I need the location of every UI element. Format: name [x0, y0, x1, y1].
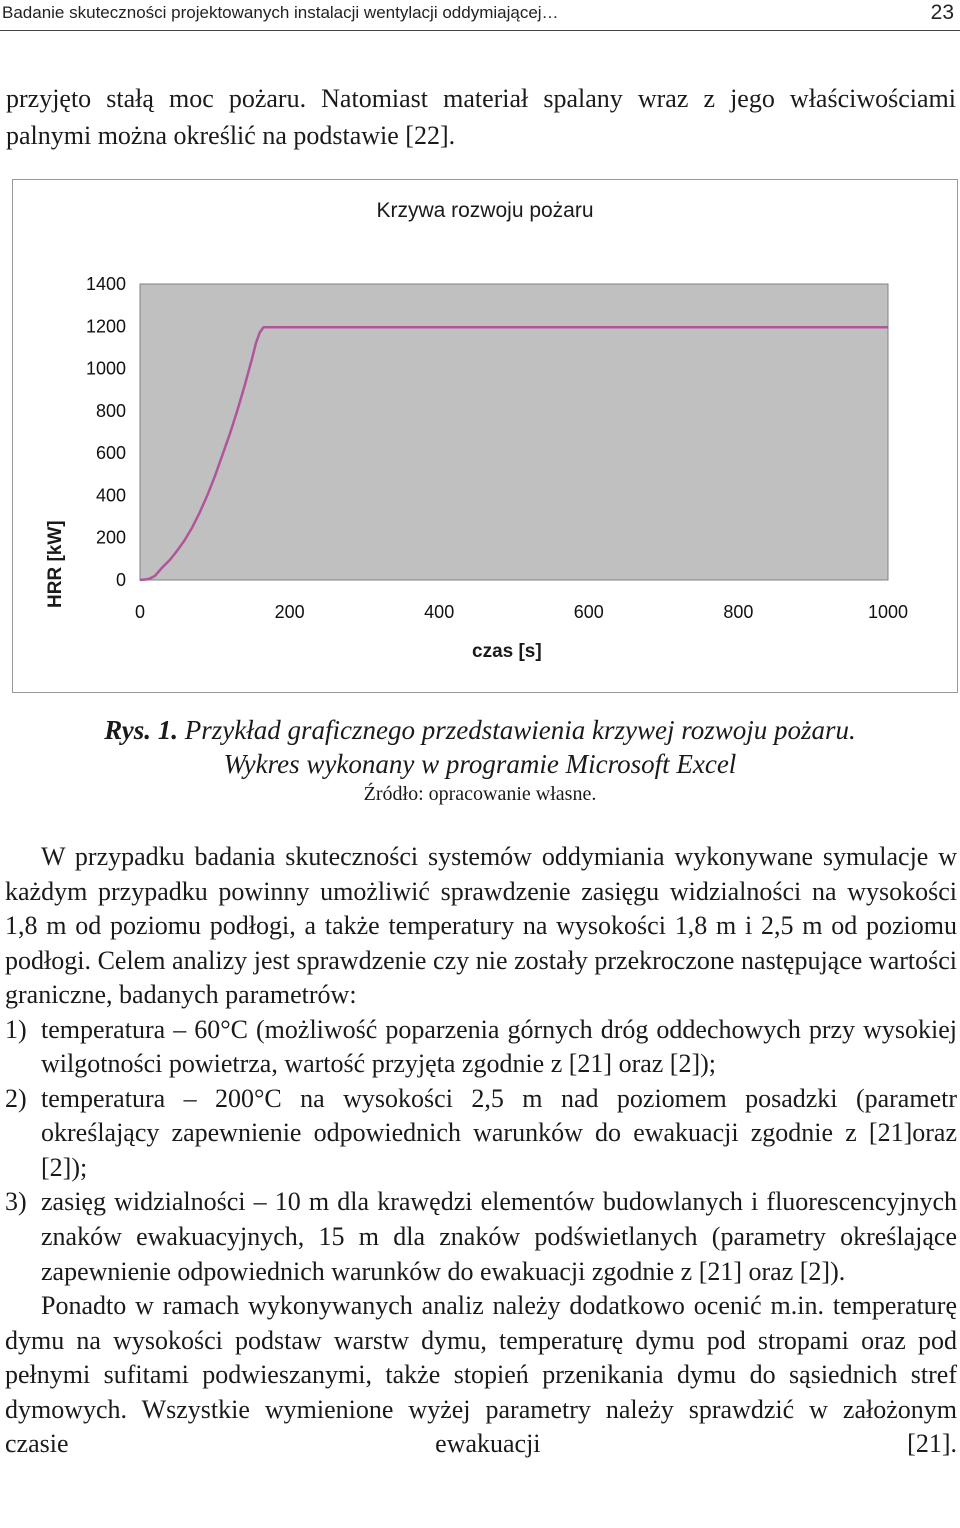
y-tick-label: 200 [95, 527, 126, 548]
x-tick-label: 600 [573, 602, 604, 622]
body-paragraph-1: W przypadku badania skuteczności systemów oddymiania wykonywane symulacje w każdym przypadku powinny umożliwić sprawdzenie zasięgu widzialności na wysokości 1,8 m od poziomu podłogi, a także temperatury na wysokości 1,8 m i 2,5 m od poziomu podłogi. Celem analizy jest sprawdzenie czy nie zostały przekroczone następujące wartości graniczne, badanych parametrów: [5, 842, 957, 1010]
y-tick-label: 600 [95, 443, 126, 464]
list-item [5, 1082, 957, 1186]
header-rule [0, 30, 960, 31]
y-tick-label: 800 [95, 400, 126, 421]
criteria-list [5, 1013, 957, 1289]
list-number: 3) [5, 1187, 27, 1217]
x-tick-label: 800 [723, 602, 754, 622]
body-paragraph-2: Ponadto w ramach wykonywanych analiz należy dodatkowo ocenić m.in. temperaturę dymu na wysokości podstaw warstw dymu, temperaturę dymu pod stropami oraz pod pełnymi sufitami podwieszanymi, także stopień przenikania dymu do sąsiednich stref dymowych. Wszystkie wymienione wyżej parametry należy sprawdzić w założonym czasie ewakuacji [21]. [5, 1291, 957, 1459]
figure-source: Źródło: opracowanie własne. [363, 783, 597, 805]
running-title: Badanie skuteczności projektowanych instalacji wentylacji oddymiającej… [2, 3, 559, 22]
figure-caption-line1 [0, 715, 960, 746]
figure-label: Rys. 1. [104, 715, 179, 745]
x-tick-label: 0 [134, 602, 146, 622]
chart-svg [13, 180, 957, 692]
page-number: 23 [930, 1, 954, 24]
running-header [0, 0, 960, 30]
list-text: zasięg widzialności – 10 m dla krawędzi elementów budowlanych i fluorescencyjnych znaków ewakuacyjnych, 15 m dla znaków podświetlanych (parametry określające zapewnienie odpowiednich warunków do ewakuacji zgodnie z [21] oraz [2]). [41, 1187, 957, 1286]
x-tick-label: 200 [274, 602, 305, 622]
figure-caption-text: Przykład graficznego przedstawienia krzywej rozwoju pożaru. [184, 715, 856, 745]
y-axis-label: HRR [kW] [45, 520, 66, 608]
chart-figure [12, 179, 958, 693]
intro-paragraph: przyjęto stałą moc pożaru. Natomiast materiał spalany wraz z jego właściwościami palnymi można określić na podstawie [22]. [6, 84, 956, 150]
y-tick-label: 1000 [85, 358, 126, 379]
y-tick-label: 1400 [85, 274, 126, 294]
list-text: temperatura – 200°C na wysokości 2,5 m nad poziomem posadzki (parametr określający zapewnienie odpowiednich warunków do ewakuacji zgodnie z [21]oraz [2]); [41, 1083, 957, 1182]
y-tick-label: 1200 [85, 316, 126, 337]
list-text: temperatura – 60°C (możliwość poparzenia górnych dróg oddechowych przy wysokiej wilgotności powietrza, wartość przyjęta zgodnie z [21] oraz [2]); [41, 1014, 957, 1079]
x-tick-label: 1000 [867, 602, 909, 622]
chart-title: Krzywa rozwoju pożaru [376, 199, 594, 222]
y-tick-label: 400 [95, 485, 126, 506]
list-item [5, 1185, 957, 1289]
y-tick-label: 0 [115, 570, 126, 590]
body-text [5, 840, 957, 1462]
list-number: 1) [5, 1014, 27, 1044]
list-item [5, 1013, 957, 1082]
x-axis-label: czas [s] [472, 641, 542, 662]
figure-caption-line2: Wykres wykonany w programie Microsoft Excel [223, 749, 737, 779]
list-number: 2) [5, 1083, 27, 1113]
x-tick-label: 400 [424, 602, 455, 622]
